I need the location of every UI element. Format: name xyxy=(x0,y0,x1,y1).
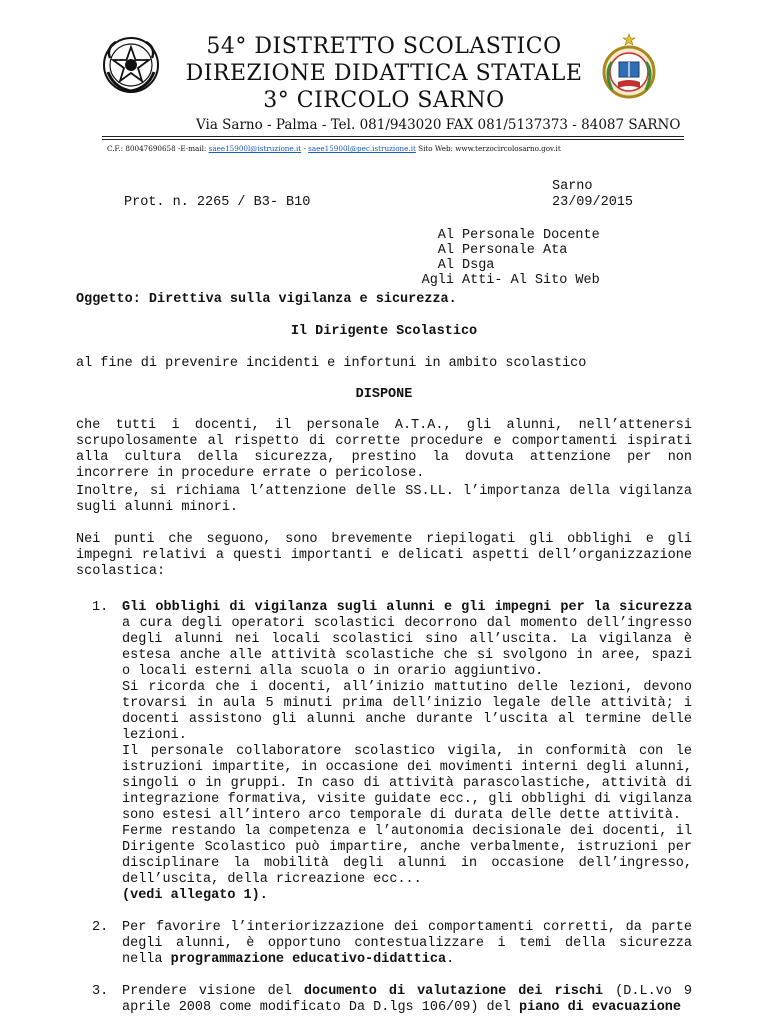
subject-line: Oggetto: Direttiva sulla vigilanza e sicurezza. xyxy=(76,292,457,307)
recipient-name: Dsga xyxy=(462,258,495,273)
recipient-name: Personale Docente xyxy=(462,228,600,243)
dispone-heading: DISPONE xyxy=(355,387,413,402)
school-direction-title: DIREZIONE DIDATTICA STATALE xyxy=(185,61,583,86)
list-item-text xyxy=(122,920,692,968)
contact-line xyxy=(107,144,561,153)
header-divider-top xyxy=(102,136,684,137)
list-item-text xyxy=(122,984,692,1016)
school-circle-title: 3° CIRCOLO SARNO xyxy=(263,88,505,113)
recipient-prefix: Al xyxy=(437,243,454,258)
paragraph-summary-intro: Nei punti che seguono, sono brevemente riepilogati gli obblighi e gli impegni relativi a questi importanti e delicati aspetti dell’organizzazione scolastica: xyxy=(76,532,692,579)
signer-heading: Il Dirigente Scolastico xyxy=(290,324,478,339)
recipient-row xyxy=(412,243,600,258)
list-item-text: Il personale collaboratore scolastico vigila, in conformità con le istruzioni impartite, in occasione dei movimenti interni degli alunni, singoli o in gruppi. In caso di attività parascolastiche, attività di integrazione formativa, visite guidate ecc., gli obblighi di vigilanza sono estesi all’intero arco temporale di durata delle dette attività. xyxy=(122,744,692,823)
recipient-row xyxy=(412,273,600,288)
recipient-row xyxy=(412,258,600,273)
pec-email-link[interactable]: saee15900l@pec.istruzione.it xyxy=(308,144,416,153)
recipient-prefix: Al xyxy=(437,258,454,273)
protocol-number: Prot. n. 2265 / B3- B10 xyxy=(124,195,311,210)
recipient-row xyxy=(412,228,600,243)
list-item-text xyxy=(122,600,692,680)
list-item-number: 3. xyxy=(92,984,109,999)
contact-separator: - xyxy=(301,144,309,153)
item-text: . xyxy=(446,952,455,967)
item-text: (D.L.vo 9 aprile 2008 come modificato Da D.lgs 106/09) del xyxy=(122,984,692,1015)
date: 23/09/2015 xyxy=(552,195,634,210)
item-text: a cura degli operatori scolastici decorrono dal momento dell’ingresso degli alunni nei locali scolastici sino all’uscita. La vigilanza è estesa anche alle attività scolastiche che si svolgono in aree, spazi o locali esterni alla scuola o in orario aggiuntivo. xyxy=(122,616,692,679)
recipients-block xyxy=(412,228,600,288)
email-link[interactable]: saee15900l@istruzione.it xyxy=(208,144,302,153)
attachment-reference: (vedi allegato 1). xyxy=(122,888,268,903)
header-divider-bottom xyxy=(102,139,684,140)
bold-phrase: Gli obblighi di vigilanza sugli alunni e gli impegni per la sicurezza xyxy=(122,600,692,615)
contact-fiscal-code: C.F.: 80047690658 -E-mail: xyxy=(107,144,209,153)
recipient-name: Personale Ata xyxy=(462,243,568,258)
school-crest-icon xyxy=(598,32,660,104)
item-text: Prendere visione del xyxy=(122,984,304,999)
bold-phrase: documento di valutazione dei rischi xyxy=(303,984,604,999)
place: Sarno xyxy=(552,179,593,194)
list-item-text xyxy=(122,888,692,904)
list-item xyxy=(76,920,692,968)
school-address: Via Sarno - Palma - Tel. 081/943020 FAX 081/5137373 - 84087 SARNO xyxy=(196,117,681,133)
bold-phrase: programmazione educativo-didattica xyxy=(170,952,447,967)
recipient-name: Atti- Al Sito Web xyxy=(462,273,600,288)
letterhead xyxy=(0,0,768,170)
website-text: Sito Web: www.terzocircolosarno.gov.it xyxy=(415,144,561,153)
obligations-list xyxy=(76,600,692,1032)
list-item xyxy=(76,600,692,904)
paragraph-supervision: Inoltre, si richiama l’attenzione delle SS.LL. l’importanza della vigilanza sugli alunni minori. xyxy=(76,484,692,515)
paragraph-staff-conduct: che tutti i docenti, il personale A.T.A., gli alunni, nell’attenersi scrupolosamente al rispetto di corrette procedure e comportamenti ispirati alla cultura della sicurezza, prestino la dovuta attenzione per non incorrere in procedure errate o pericolose. xyxy=(76,418,692,481)
purpose-line: al fine di prevenire incidenti e infortuni in ambito scolastico xyxy=(76,356,587,371)
recipient-prefix: Al xyxy=(437,228,454,243)
recipient-prefix: Agli xyxy=(421,273,454,288)
bold-phrase: piano di evacuazione xyxy=(518,1000,681,1015)
list-item-number: 1. xyxy=(92,600,109,615)
list-item-text: Ferme restando la competenza e l’autonomia decisionale dei docenti, il Dirigente Scolastico può impartire, anche verbalmente, istruzioni per disciplinare la mobilità degli alunni in occasione dell’ingresso, dell’uscita, della ricreazione ecc... xyxy=(122,824,692,887)
list-item-number: 2. xyxy=(92,920,109,935)
item-text: Per favorire l’interiorizzazione dei comportamenti corretti, da parte degli alunni, è opportuno contestualizzare i temi della sicurezza nella xyxy=(122,920,692,967)
list-item-text: Si ricorda che i docenti, all’inizio mattutino delle lezioni, devono trovarsi in aula 5 minuti prima dell’inizio legale delle attività; i docenti assistono gli alunni anche durante l’uscita al termine delle lezioni. xyxy=(122,680,692,743)
list-item xyxy=(76,984,692,1016)
district-title: 54° DISTRETTO SCOLASTICO xyxy=(206,34,562,59)
